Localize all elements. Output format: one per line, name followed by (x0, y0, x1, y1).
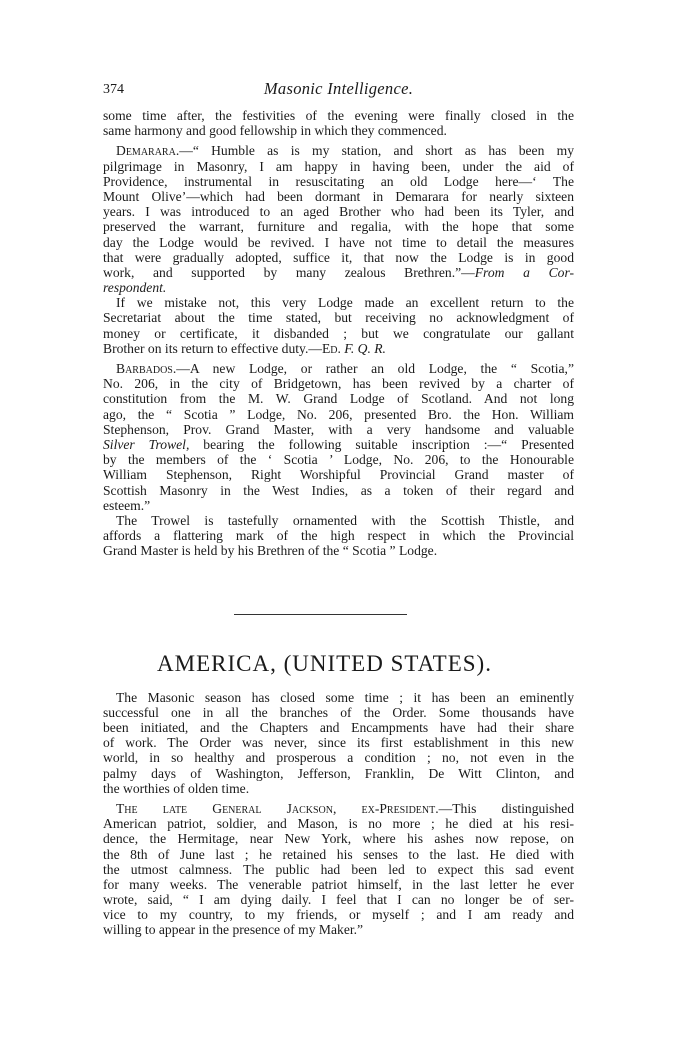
text-line: same harmony and good fellowship in which they commenced. (103, 123, 447, 139)
editor-signature: Ed. (321, 340, 341, 356)
text-line: wrote, said, “ I am dying daily. I feel that I can no longer be of ser- (103, 892, 574, 908)
text-line: some time after, the festivities of the evening were finally closed in the (103, 108, 574, 123)
text-line: that were gradually adopted, suffice it, that now the Lodge is in good (103, 249, 574, 265)
text-line: the utmost calmness. The public had been led to expect this sad event (103, 861, 574, 877)
text-line: esteem.” (103, 497, 151, 513)
section-divider (234, 614, 407, 615)
paragraph-lead: Demarara. (116, 143, 180, 159)
text-line (103, 361, 574, 376)
text-span: work, and supported by many zealous Brethren.”— (103, 264, 475, 280)
text-line: palmy days of Washington, Jefferson, Franklin, De Witt Clinton, and (103, 765, 574, 781)
text-line: constitution from the M. W. Grand Lodge of Scotland. And not long (103, 391, 574, 407)
text-line: William Stephenson, Right Worshipful Provincial Grand master of (103, 467, 574, 483)
text-line: day the Lodge would be revived. I have not time to detail the measures (103, 234, 574, 250)
text-line: The Trowel is tastefully ornamented with the Scottish Thistle, and (116, 512, 574, 528)
text-line (103, 265, 574, 280)
text-line: Scottish Masonry in the West Indies, as a token of their regard and (103, 482, 574, 498)
text-line: the 8th of June last ; he retained his senses to the last. He died with (103, 846, 574, 862)
paragraph-demarara (103, 143, 574, 295)
text-line: world, in so healthy and prosperous a condition ; no, not even in the (103, 750, 574, 766)
text-span: —This distinguished (438, 800, 574, 816)
text-line: If we mistake not, this very Lodge made an excellent return to the (116, 295, 574, 311)
text-line (103, 801, 574, 816)
text-line: by the members of the ‘ Scotia ’ Lodge, No. 206, to the Honourable (103, 452, 574, 468)
paragraph-masonic-season (103, 690, 574, 796)
text-line: vice to my country, to my friends, or myself ; and I am ready and (103, 907, 574, 923)
text-line: Providence, instrumental in resuscitating an old Lodge here—‘ The (103, 173, 574, 189)
text-line: for many weeks. The venerable patriot himself, in the last letter he ever (103, 876, 574, 892)
text-line: the worthies of olden time. (103, 780, 250, 796)
text-line: Mount Olive’—which had been dormant in Demarara for nearly sixteen (103, 188, 574, 204)
text-line: money or certificate, it disbanded ; but we congratulate our gallant (103, 325, 574, 341)
text-line: preserved the warrant, furniture and regalia, with the hope that some (103, 219, 574, 235)
text-line: The Masonic season has closed some time ; it has been an eminently (116, 689, 574, 705)
paragraph-general-jackson (103, 801, 574, 938)
paragraph-barbados (103, 361, 574, 513)
text-line (103, 143, 574, 158)
paragraph-lead: The late General Jackson, ex-President. (116, 800, 439, 816)
paragraph-continuation (103, 108, 574, 138)
paragraph-editor-note (103, 295, 574, 356)
document-page (103, 79, 574, 938)
text-line: Stephenson, Prov. Grand Master, with a very handsome and valuable (103, 421, 574, 437)
text-line: respondent. (103, 280, 167, 296)
paragraph-trowel (103, 513, 574, 559)
text-span: Silver Trowel, (103, 436, 190, 452)
attribution: From a Cor- (474, 264, 574, 280)
text-line (103, 437, 574, 452)
text-line: Secretariat about the time stated, but receiving no acknowledgment of (103, 310, 574, 326)
running-title: Masonic Intelligence. (263, 79, 414, 98)
text-line (103, 341, 574, 356)
text-line: willing to appear in the presence of my Maker.” (103, 922, 364, 938)
text-span: —“ Humble as is my station, and short as has been my (179, 143, 574, 159)
text-line: ago, the “ Scotia ” Lodge, No. 206, presented Bro. the Hon. William (103, 406, 574, 422)
text-line: American patriot, soldier, and Mason, is no more ; he died at his resi- (103, 816, 574, 832)
paragraph-lead: Barbados. (116, 361, 177, 376)
text-line: of work. The Order was never, since its first establishment in this new (103, 735, 574, 751)
text-line: affords a flattering mark of the high respect in which the Provincial (103, 528, 574, 544)
text-line: been initiated, and the Chapters and Encampments have had their share (103, 720, 574, 736)
editor-initials: F. Q. R. (340, 340, 386, 356)
text-span: bearing the following suitable inscription :—“ Presented (189, 436, 574, 452)
running-head (103, 79, 574, 102)
section-title: AMERICA, (UNITED STATES). (157, 651, 492, 677)
text-line: pilgrimage in Masonry, I am happy in having been, under the aid of (103, 158, 574, 174)
text-span: Brother on its return to effective duty.— (103, 340, 322, 356)
text-span: —A new Lodge, or rather an old Lodge, the “ Scotia,” (176, 361, 574, 376)
page-number: 374 (103, 82, 124, 97)
text-line: Grand Master is held by his Brethren of the “ Scotia ” Lodge. (103, 543, 438, 559)
text-line: dence, the Hermitage, near New York, where his ashes now repose, on (103, 831, 574, 847)
text-line: successful one in all the branches of the Order. Some thousands have (103, 704, 574, 720)
text-line: No. 206, in the city of Bridgetown, has been revived by a charter of (103, 376, 574, 392)
text-line: years. I was introduced to an aged Brother who had been its Tyler, and (103, 204, 574, 220)
